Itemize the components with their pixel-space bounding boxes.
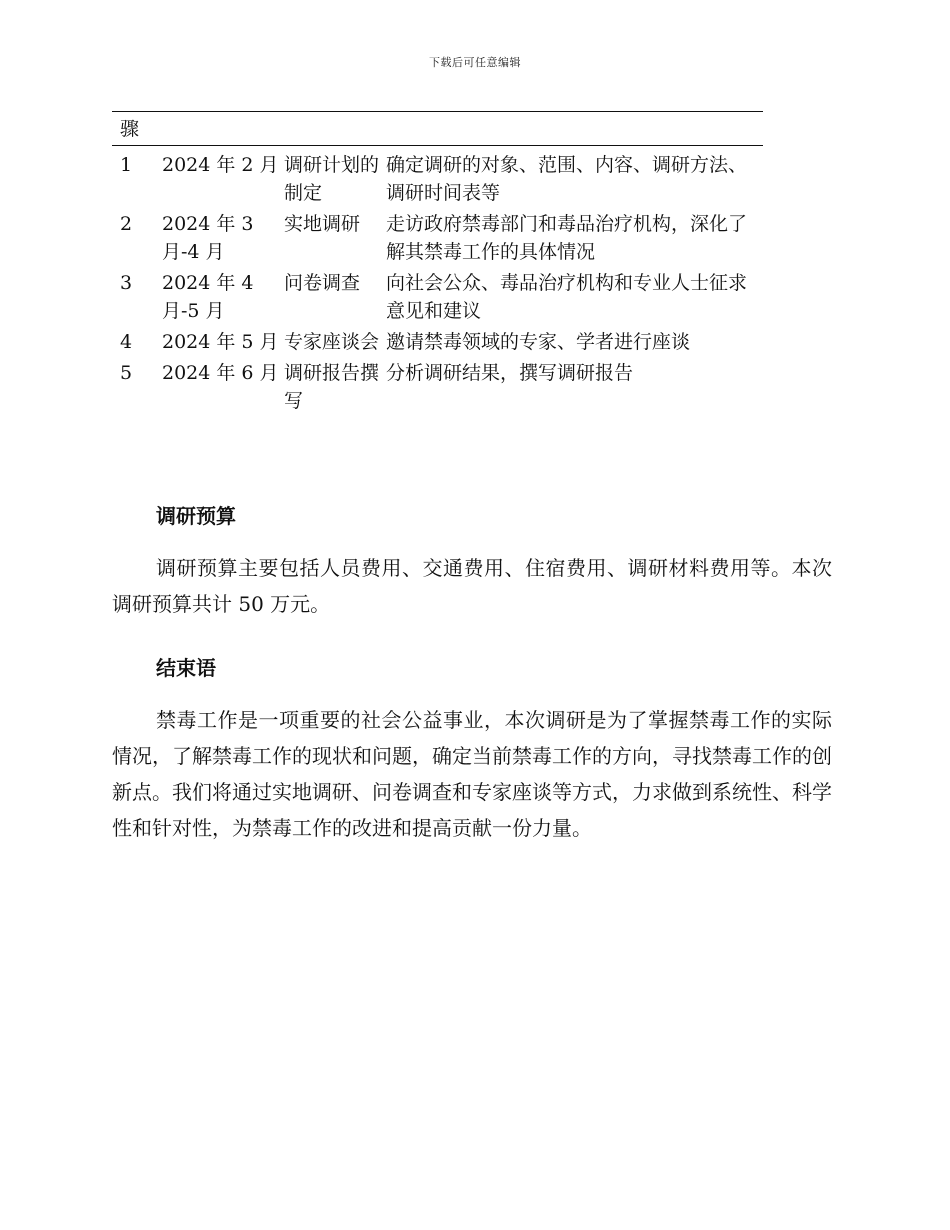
content-cell: 分析调研结果，撰写调研报告 xyxy=(386,362,634,384)
task-cell: 调研报告撰写 xyxy=(284,362,380,412)
time-cell: 2024 年 5 月 xyxy=(162,331,279,353)
content-cell: 邀请禁毒领域的专家、学者进行座谈 xyxy=(386,331,691,353)
table-header-row xyxy=(112,112,763,146)
conclusion-paragraph: 禁毒工作是一项重要的社会公益事业，本次调研是为了掌握禁毒工作的实际情况，了解禁毒工作的现状和问题，确定当前禁毒工作的方向，寻找禁毒工作的创新点。我们将通过实地调研、问卷调查和专家座谈等方式，力求做到系统性、科学性和针对性，为禁毒工作的改进和提高贡献一份力量。 xyxy=(112,708,832,840)
step-cell: 1 xyxy=(120,154,133,176)
task-cell: 问卷调查 xyxy=(284,272,361,294)
time-cell: 2024 年 2 月 xyxy=(162,154,279,176)
step-cell: 3 xyxy=(120,272,133,294)
table-row xyxy=(112,146,763,208)
time-cell: 2024 年 6 月 xyxy=(162,362,279,384)
schedule-table xyxy=(112,111,763,415)
step-cell: 5 xyxy=(120,362,133,384)
budget-paragraph: 调研预算主要包括人员费用、交通费用、住宿费用、调研材料费用等。本次调研预算共计 50 万元。 xyxy=(112,556,832,616)
budget-heading: 调研预算 xyxy=(156,504,236,528)
conclusion-heading: 结束语 xyxy=(156,656,216,680)
content-cell: 向社会公众、毒品治疗机构和专业人士征求意见和建议 xyxy=(386,272,748,322)
step-cell: 4 xyxy=(120,331,133,353)
table-row xyxy=(112,325,763,356)
table-row xyxy=(112,207,763,266)
task-cell: 调研计划的制定 xyxy=(284,154,380,204)
task-cell: 实地调研 xyxy=(284,213,361,235)
table-row xyxy=(112,356,763,415)
task-cell: 专家座谈会 xyxy=(284,331,380,353)
content-cell: 走访政府禁毒部门和毒品治疗机构，深化了解其禁毒工作的具体情况 xyxy=(386,213,748,263)
time-cell: 2024 年 3 月-4 月 xyxy=(162,213,254,263)
page-header: 下载后可任意编辑 xyxy=(429,56,521,69)
table-row xyxy=(112,266,763,325)
time-cell: 2024 年 4 月-5 月 xyxy=(162,272,254,322)
step-cell: 2 xyxy=(120,213,133,235)
content-cell: 确定调研的对象、范围、内容、调研方法、调研时间表等 xyxy=(386,154,748,204)
table-header-cell: 骤 xyxy=(112,112,763,146)
